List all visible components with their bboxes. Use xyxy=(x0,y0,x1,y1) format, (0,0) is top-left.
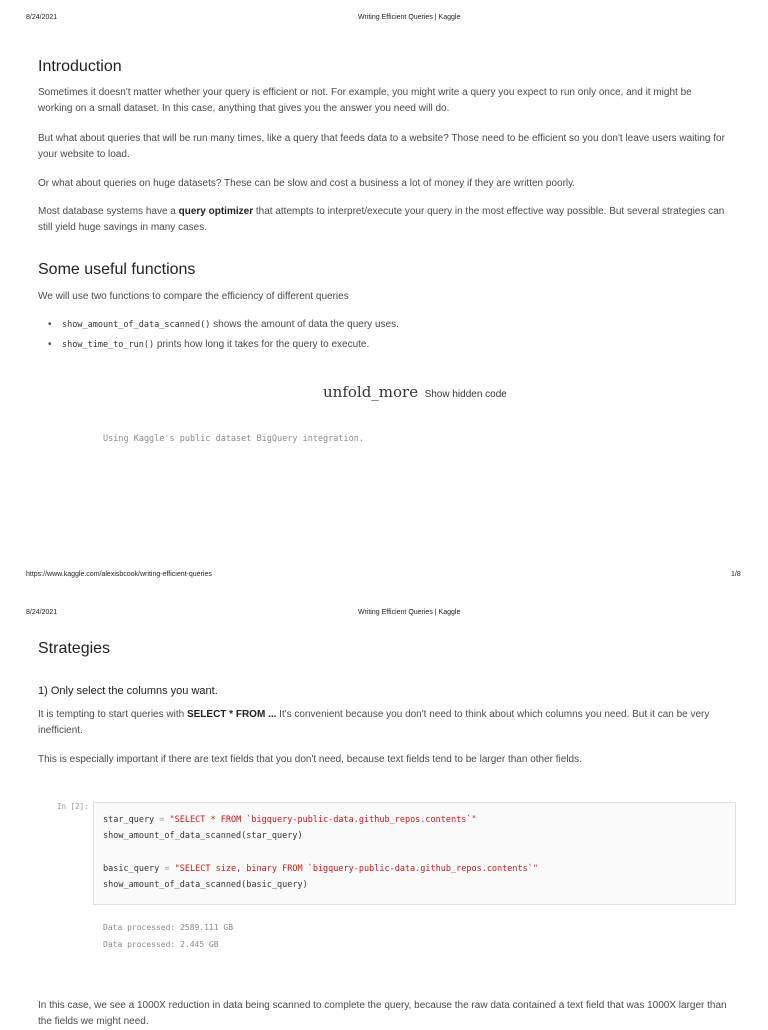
strategy-1-subheading: 1) Only select the columns you want. xyxy=(38,685,218,697)
strategies-heading: Strategies xyxy=(38,640,111,657)
code-line-2: show_amount_of_data_scanned(star_query) xyxy=(103,831,303,841)
code-line-3: basic_query = "SELECT size, binary FROM `bigquery-public-data.github_repos.contents`" xyxy=(103,864,538,874)
function-code: show_amount_of_data_scanned() xyxy=(62,320,211,330)
hidden-code-output: Using Kaggle's public dataset BigQuery integration. xyxy=(103,434,364,444)
list-item: • show_time_to_run() prints how long it takes for the query to execute. xyxy=(48,339,370,350)
page1-header-date: 8/24/2021 xyxy=(26,14,58,21)
unfold-more-icon: unfold_more xyxy=(323,383,419,401)
code-line-4: show_amount_of_data_scanned(basic_query) xyxy=(103,880,308,890)
page2-header-date: 8/24/2021 xyxy=(26,609,58,616)
select-star-bold: SELECT * FROM ... xyxy=(186,709,277,720)
functions-intro: We will use two functions to compare the efficiency of different queries xyxy=(38,291,349,302)
list-item: • show_amount_of_data_scanned() shows the amount of data the query uses. xyxy=(48,319,399,330)
intro-paragraph-1: Sometimes it doesn't matter whether your query is efficient or not. For example, you might write a query you expect to run only once, and it might be working on a small dataset. In this case, anything that gives you the answer you need will do. xyxy=(38,87,692,114)
query-optimizer-bold: query optimizer xyxy=(178,206,254,217)
page1-footer-url[interactable]: https://www.kaggle.com/alexisbcook/writing-efficient-queries xyxy=(26,571,212,578)
code-cell[interactable] xyxy=(93,802,736,905)
page1-footer-page: 1/8 xyxy=(731,571,741,578)
code-line-1: star_query = "SELECT * FROM `bigquery-public-data.github_repos.contents`" xyxy=(103,815,477,825)
function-code: show_time_to_run() xyxy=(62,340,155,350)
show-hidden-code-toggle[interactable] xyxy=(323,383,507,402)
introduction-heading: Introduction xyxy=(38,58,122,75)
cell-output-line-1: Data processed: 2589.111 GB xyxy=(103,923,234,932)
page1-header-title: Writing Efficient Queries | Kaggle xyxy=(358,14,461,21)
cell-output-line-2: Data processed: 2.445 GB xyxy=(103,940,219,949)
strategy-1-paragraph-1: It is tempting to start queries with SELECT * FROM ... It's convenient because you don't need to think about which columns you need. But it can be very inefficient. xyxy=(38,709,710,736)
strategy-1-paragraph-3: In this case, we see a 1000X reduction in data being scanned to complete the query, because the raw data contained a text field that was 1000X larger than the fields we might need. xyxy=(38,1000,727,1027)
intro-paragraph-3: Or what about queries on huge datasets? These can be slow and cost a business a lot of money if they are written poorly. xyxy=(38,178,576,189)
intro-paragraph-4: Most database systems have a query optimizer that attempts to interpret/execute your query in the most effective way possible. But several strategies can still yield huge savings in many cases. xyxy=(38,206,725,233)
show-hidden-code-label: Show hidden code xyxy=(424,389,507,400)
intro-paragraph-2: But what about queries that will be run many times, like a query that feeds data to a website? Those need to be efficient so you don't leave users waiting for your website to load. xyxy=(38,133,725,160)
useful-functions-heading: Some useful functions xyxy=(38,261,196,278)
page2-header-title: Writing Efficient Queries | Kaggle xyxy=(358,609,461,616)
cell-prompt: In [2]: xyxy=(57,802,89,811)
strategy-1-paragraph-2: This is especially important if there are text fields that you don't need, because text fields tend to be larger than other fields. xyxy=(38,754,582,765)
